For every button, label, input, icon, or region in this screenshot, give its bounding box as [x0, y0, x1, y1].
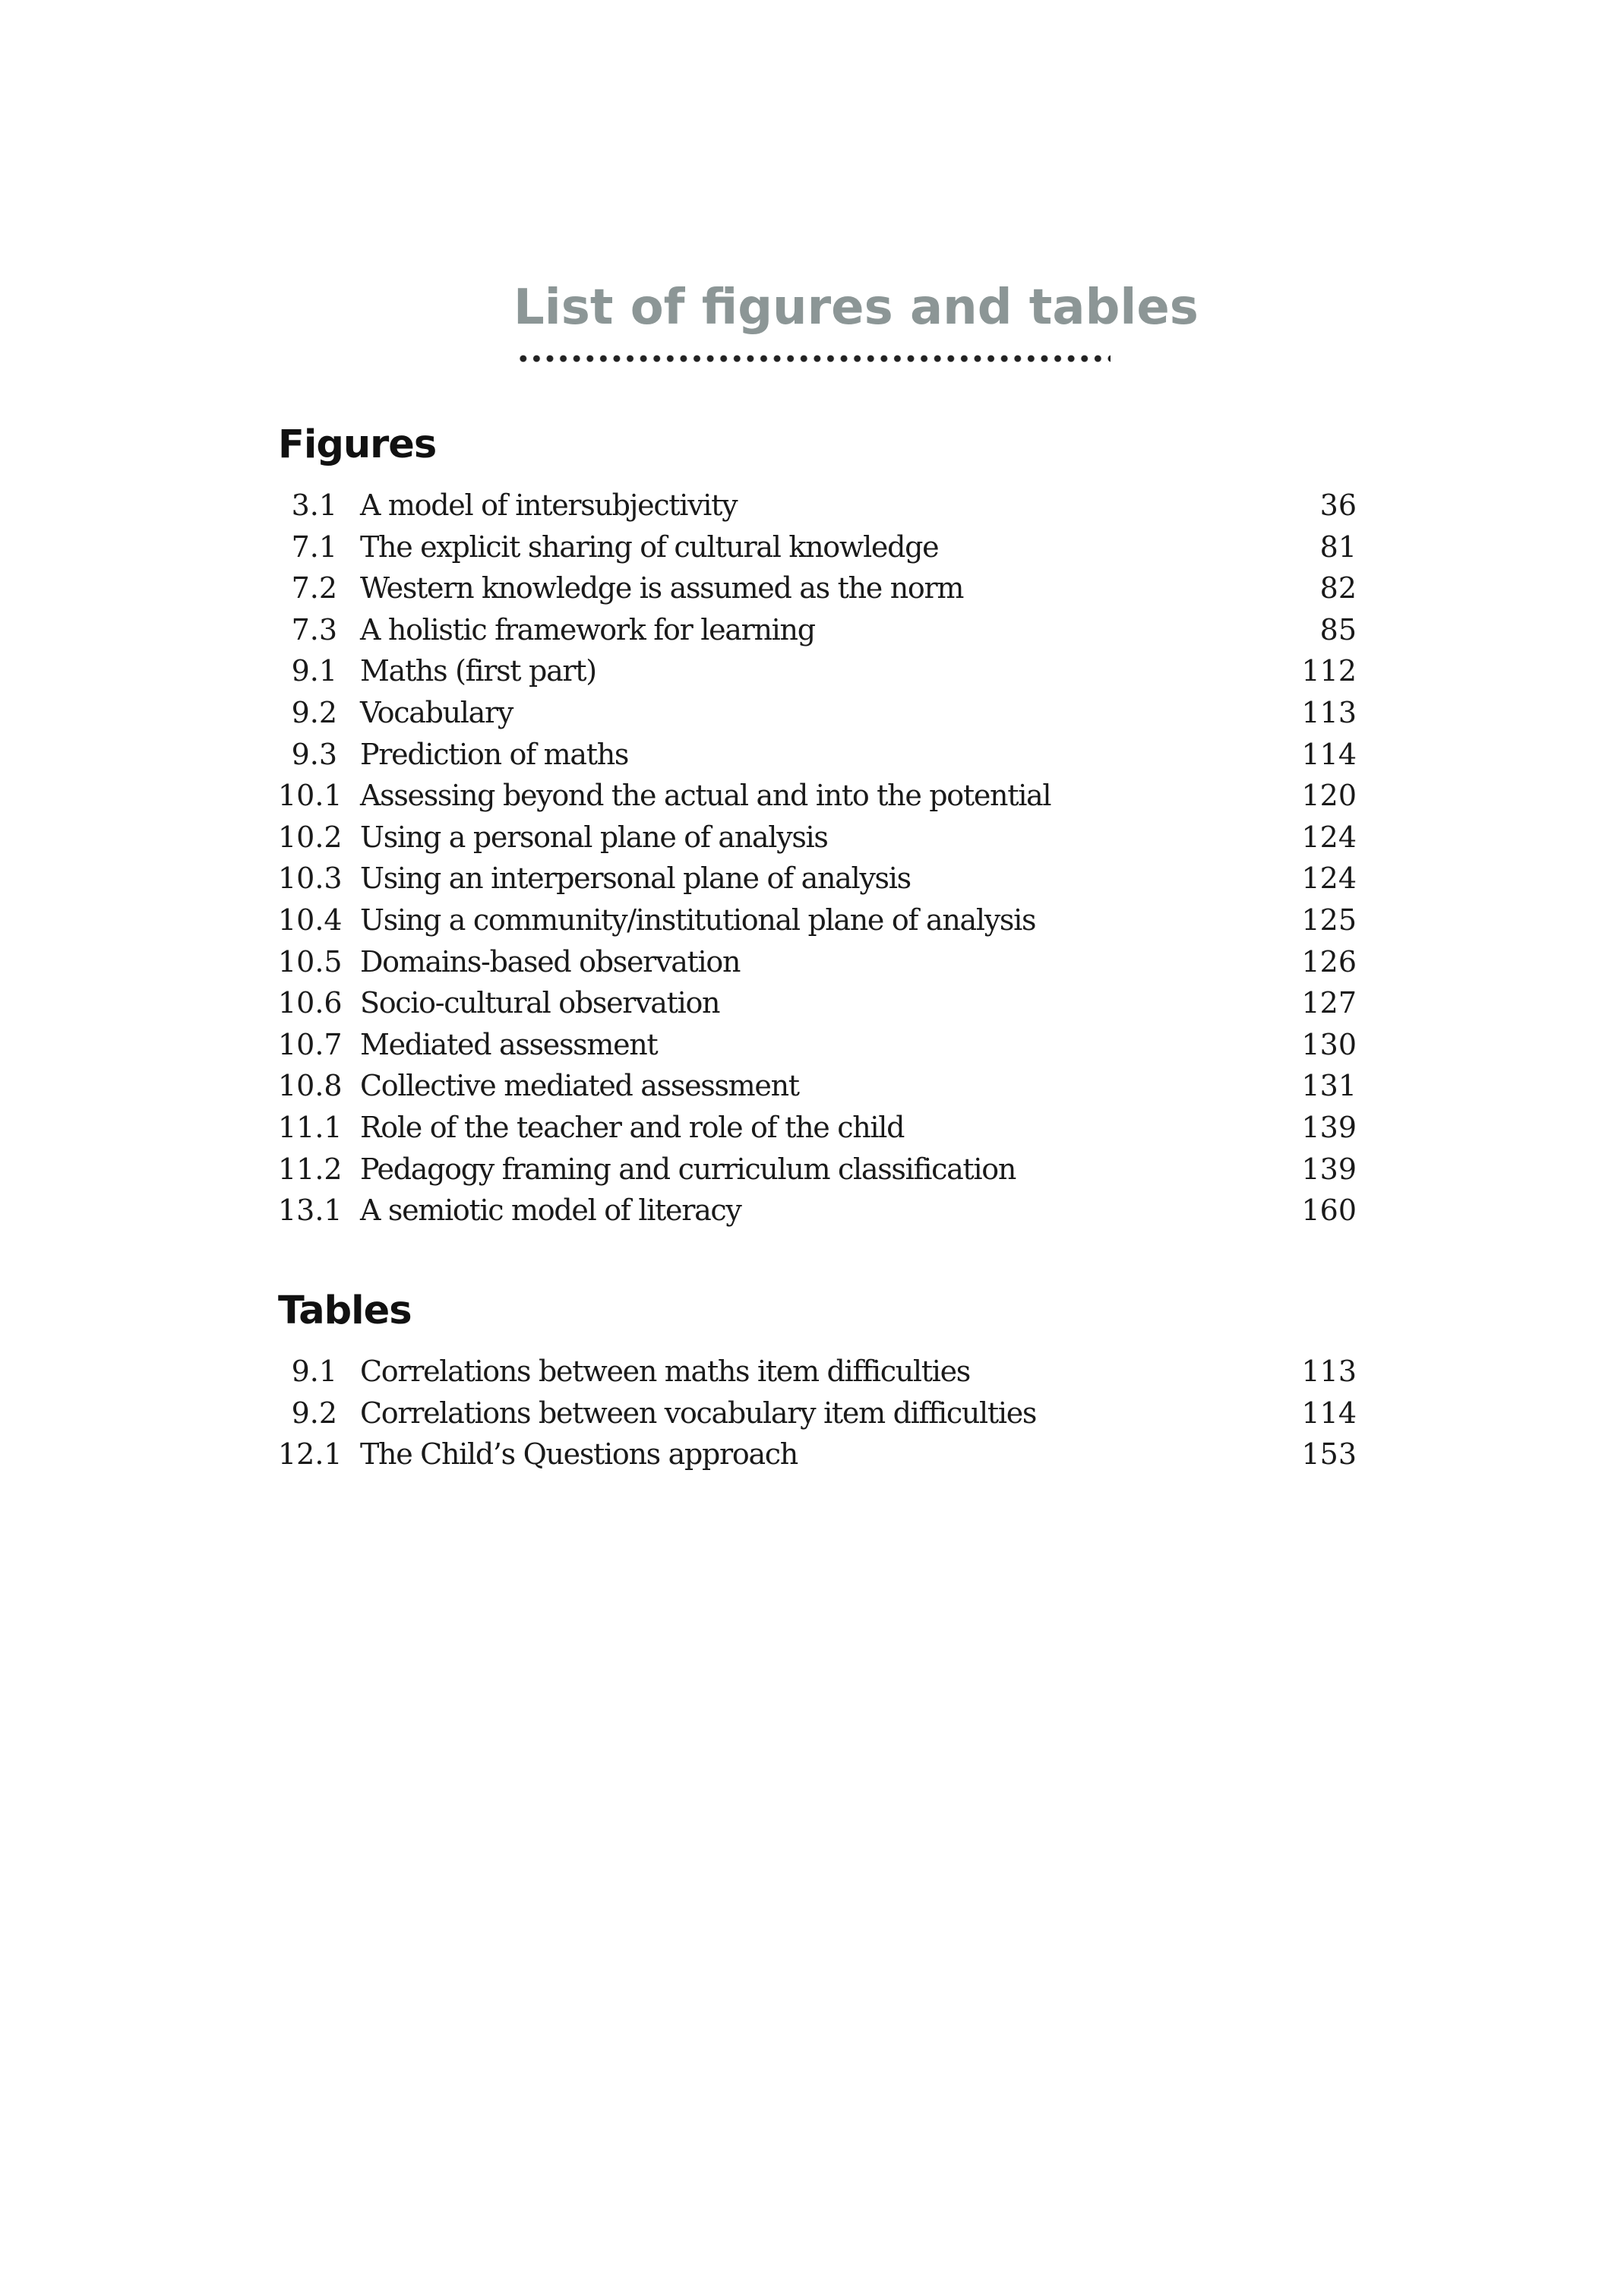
entry-caption: Pedagogy framing and curriculum classification [360, 1152, 1016, 1186]
tables-heading: Tables [278, 1288, 412, 1333]
entry-number: 11.2 [278, 1152, 343, 1186]
entry-caption: Socio-cultural observation [360, 986, 720, 1020]
entry-caption: Using a personal plane of analysis [360, 820, 828, 854]
entry-caption: Vocabulary [360, 695, 513, 729]
figures-section [278, 422, 1357, 1235]
figure-entry [278, 1028, 1357, 1070]
entry-page-number: 139 [1301, 1110, 1357, 1144]
entry-page-number: 120 [1301, 779, 1357, 813]
entry-number: 3.1 [291, 488, 337, 522]
entry-page-number: 112 [1301, 654, 1357, 688]
entry-caption: A holistic framework for learning [360, 612, 815, 647]
entry-caption: Mediated assessment [360, 1027, 658, 1061]
entry-page-number: 139 [1301, 1152, 1357, 1186]
figure-entry [278, 696, 1357, 738]
entry-page-number: 126 [1301, 944, 1357, 979]
entry-caption: Domains-based observation [360, 944, 741, 979]
entry-number: 10.8 [278, 1069, 343, 1103]
figure-entry [278, 945, 1357, 987]
entry-number: 10.1 [278, 779, 343, 813]
entry-number: 10.4 [278, 903, 343, 937]
entry-number: 10.2 [278, 820, 343, 854]
tables-list [278, 1355, 1357, 1479]
figures-list [278, 488, 1357, 1235]
entry-page-number: 130 [1301, 1027, 1357, 1061]
entry-caption: A semiotic model of literacy [360, 1194, 741, 1228]
entry-page-number: 36 [1319, 488, 1357, 522]
entry-page-number: 113 [1301, 1355, 1357, 1388]
table-entry [278, 1396, 1357, 1438]
entry-number: 10.5 [278, 944, 343, 979]
figures-heading: Figures [278, 422, 437, 467]
figure-entry [278, 1069, 1357, 1111]
entry-page-number: 125 [1301, 903, 1357, 937]
entry-caption: A model of intersubjectivity [360, 488, 738, 522]
figure-entry [278, 1111, 1357, 1152]
entry-page-number: 113 [1301, 695, 1357, 729]
entry-number: 9.2 [291, 1396, 337, 1430]
figure-entry [278, 571, 1357, 613]
entry-number: 10.6 [278, 986, 343, 1020]
entry-page-number: 131 [1301, 1069, 1357, 1103]
entry-number: 7.3 [291, 612, 337, 647]
entry-caption: Using an interpersonal plane of analysis [360, 862, 911, 896]
entry-number: 13.1 [278, 1194, 343, 1228]
entry-page-number: 160 [1301, 1194, 1357, 1228]
entry-caption: Collective mediated assessment [360, 1069, 799, 1103]
figure-entry [278, 530, 1357, 572]
entry-caption: Correlations between maths item difficulties [360, 1355, 970, 1388]
entry-number: 9.2 [291, 695, 337, 729]
entry-page-number: 153 [1301, 1437, 1357, 1472]
dotted-rule [517, 354, 1111, 363]
figure-entry [278, 862, 1357, 903]
entry-number: 7.1 [291, 530, 337, 564]
entry-number: 11.1 [278, 1110, 343, 1144]
entry-number: 9.1 [291, 1355, 337, 1388]
tables-section [278, 1288, 1357, 1479]
figure-entry [278, 613, 1357, 655]
figure-entry [278, 654, 1357, 696]
figure-entry [278, 1194, 1357, 1235]
entry-number: 9.1 [291, 654, 337, 688]
entry-caption: Correlations between vocabulary item difficulties [360, 1396, 1037, 1430]
entry-number: 10.3 [278, 862, 343, 896]
figure-entry [278, 779, 1357, 820]
figure-entry [278, 820, 1357, 862]
entry-number: 7.2 [291, 571, 337, 605]
entry-caption: Prediction of maths [360, 737, 629, 771]
figure-entry [278, 488, 1357, 530]
table-entry [278, 1355, 1357, 1396]
entry-caption: Assessing beyond the actual and into the potential [360, 779, 1051, 813]
figure-entry [278, 986, 1357, 1028]
entry-page-number: 82 [1319, 571, 1357, 605]
entry-caption: Using a community/institutional plane of analysis [360, 903, 1036, 937]
entry-page-number: 85 [1319, 612, 1357, 647]
title-block [513, 280, 1199, 363]
entry-number: 12.1 [278, 1437, 343, 1472]
figure-entry [278, 903, 1357, 945]
entry-page-number: 114 [1301, 1396, 1357, 1430]
figure-entry [278, 1152, 1357, 1194]
page-title: List of figures and tables [513, 280, 1199, 336]
entry-caption: The explicit sharing of cultural knowledge [360, 530, 939, 564]
entry-page-number: 81 [1319, 530, 1357, 564]
entry-number: 9.3 [291, 737, 337, 771]
entry-caption: Maths (first part) [360, 654, 596, 688]
entry-page-number: 124 [1301, 820, 1357, 854]
entry-page-number: 124 [1301, 862, 1357, 896]
entry-number: 10.7 [278, 1027, 343, 1061]
entry-caption: Role of the teacher and role of the child [360, 1110, 905, 1144]
table-entry [278, 1437, 1357, 1479]
entry-caption: The Child’s Questions approach [360, 1437, 798, 1472]
entry-page-number: 127 [1301, 986, 1357, 1020]
entry-page-number: 114 [1301, 737, 1357, 771]
figure-entry [278, 738, 1357, 779]
entry-caption: Western knowledge is assumed as the norm [360, 571, 964, 605]
